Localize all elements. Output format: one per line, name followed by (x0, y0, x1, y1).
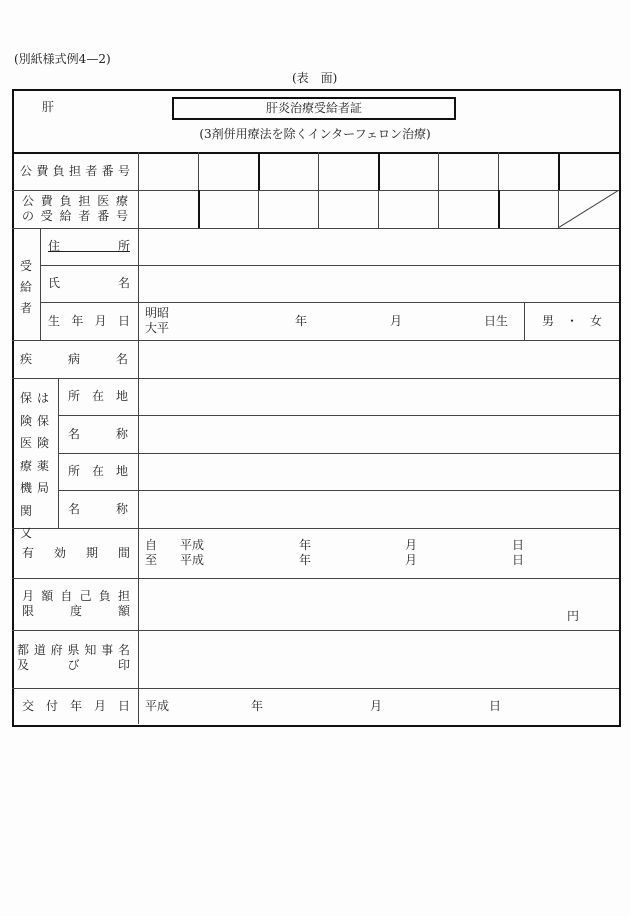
disease-label: 疾病名 (20, 352, 128, 366)
diagonal-strike (558, 190, 619, 228)
birthdate-label: 生年月日 (48, 314, 130, 328)
recipient-number-label-line2: の受給者番号 (22, 209, 128, 223)
form-reference: (別紙様式例4—2) (14, 52, 111, 66)
institution-name-field[interactable] (139, 416, 619, 453)
institution-label-col2: は保険薬局 (37, 391, 50, 495)
disease-field[interactable] (139, 341, 619, 378)
era-line2: 大平 (145, 321, 170, 335)
recipient-label: 受給者 (20, 259, 33, 315)
sex-selector[interactable]: 男・女 (542, 314, 602, 328)
divider (12, 688, 619, 689)
issue-era: 平成 (145, 699, 170, 713)
pharmacy-name-label: 名称 (68, 502, 128, 516)
from-year: 年 (299, 538, 312, 552)
certificate-title: 肝炎治療受給者証 (172, 97, 456, 120)
limit-label-line2: 限度額 (22, 604, 130, 618)
to-day: 日 (512, 553, 525, 567)
institution-name-label: 名称 (68, 427, 128, 441)
birth-year-label: 年 (295, 314, 308, 328)
governor-seal-field[interactable] (139, 631, 619, 688)
divider (12, 528, 619, 529)
from-day: 日 (512, 538, 525, 552)
side-label: (表 面) (292, 71, 338, 85)
institution-label-col1: 保険医療機関又 (20, 391, 33, 540)
divider (524, 302, 525, 340)
address-field[interactable] (139, 229, 619, 265)
pharmacy-location-field[interactable] (139, 454, 619, 490)
from-era: 平成 (180, 538, 205, 552)
era-line1: 明昭 (145, 306, 170, 320)
divider (12, 578, 619, 579)
issue-month: 月 (370, 699, 383, 713)
to-era: 平成 (180, 553, 205, 567)
pharmacy-location-label: 所在地 (68, 464, 128, 478)
birth-day-label: 日生 (484, 314, 509, 328)
divider (40, 302, 619, 303)
issue-date-label: 交付年月日 (22, 699, 130, 713)
to-month: 月 (405, 553, 418, 567)
institution-location-label: 所在地 (68, 389, 128, 403)
validity-label: 有効期間 (22, 546, 130, 560)
divider (40, 228, 41, 340)
recipient-number-field[interactable] (139, 191, 558, 228)
institution-location-field[interactable] (139, 379, 619, 415)
to-year: 年 (299, 553, 312, 567)
public-payer-number-field[interactable] (139, 153, 619, 190)
governor-label-line1: 都道府県知事名 (17, 643, 130, 657)
issue-year: 年 (251, 699, 264, 713)
certificate-subtitle: (3剤併用療法を除くインターフェロン治療) (199, 127, 431, 141)
from-label: 自 (145, 538, 158, 552)
pharmacy-name-field[interactable] (139, 491, 619, 528)
divider (58, 378, 59, 528)
yen-label: 円 (567, 609, 580, 623)
name-field[interactable] (139, 266, 619, 302)
liver-mark: 肝 (42, 100, 55, 114)
governor-label-line2: 及び印 (17, 658, 130, 672)
address-label: 住所 (48, 239, 130, 253)
recipient-number-label-line1: 公費負担医療 (22, 194, 128, 208)
limit-label-line1: 月額自己負担 (22, 589, 130, 603)
issue-day: 日 (489, 699, 502, 713)
birth-month-label: 月 (390, 314, 403, 328)
to-label: 至 (145, 553, 158, 567)
public-payer-number-label: 公費負担者番号 (20, 164, 130, 178)
from-month: 月 (405, 538, 418, 552)
name-label: 氏名 (48, 276, 130, 290)
